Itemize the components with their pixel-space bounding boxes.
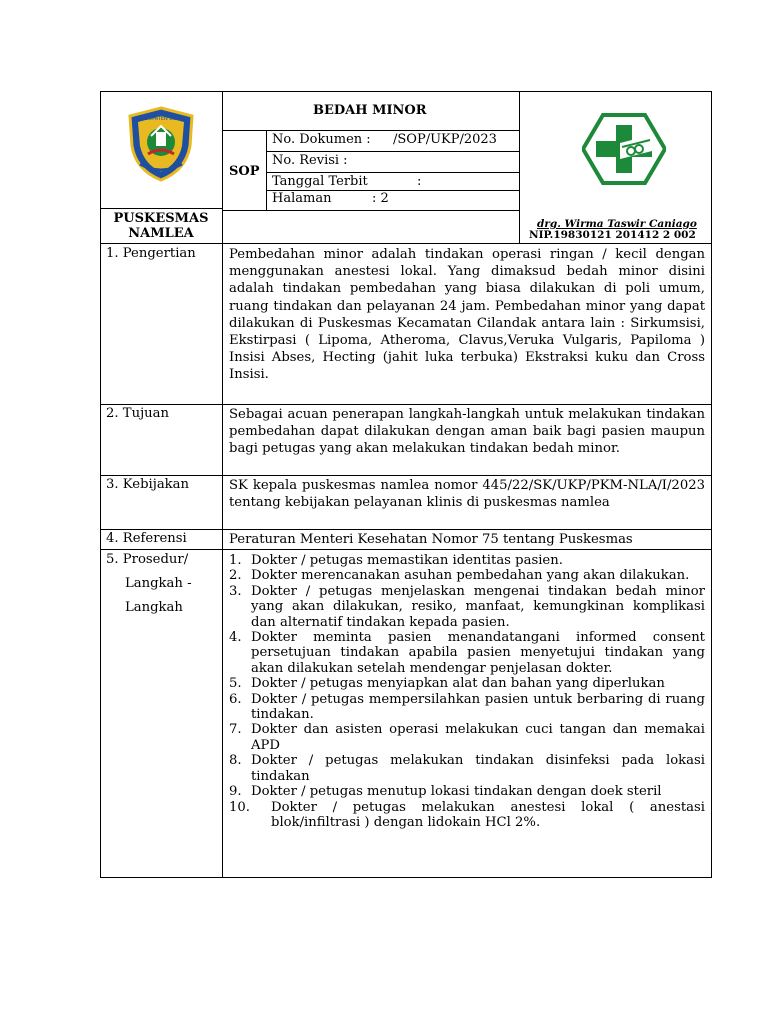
issue-date-colon: : [417, 174, 422, 189]
tujuan-text: Sebagai acuan penerapan langkah-langkah untuk melakukan tindakan pembedahan dapat dilakukan dengan aman baik bagi pasien maupun bagi petugas yang akan melakukan tindakan bedah minor. [229, 407, 705, 457]
regency-crest-logo [126, 106, 196, 182]
doc-number-value: /SOP/UKP/2023 [393, 132, 497, 147]
section-label-prosedur: 5. Prosedur/ [106, 552, 189, 567]
divider [266, 172, 519, 173]
list-item: 5. Dokter / petugas menyiapkan alat dan bahan yang diperlukan [229, 676, 665, 692]
puskesmas-logo [582, 113, 666, 185]
list-item: 6. Dokter / petugas mempersilahkan pasien untuk berbaring di ruang tindakan. [229, 691, 705, 723]
org-name-line1: PUSKESMAS [113, 211, 209, 226]
section-label-tujuan: 2. Tujuan [106, 406, 170, 421]
divider [100, 208, 222, 209]
referensi-text: Peraturan Menteri Kesehatan Nomor 75 tentang Puskesmas [229, 532, 633, 547]
section-label-prosedur-2: Langkah - [125, 576, 192, 591]
procedure-list [229, 553, 705, 830]
section-label-prosedur-3: Langkah [125, 600, 183, 615]
list-item: 9. Dokter / petugas menutup lokasi tindakan dengan doek steril [229, 784, 662, 800]
sop-label: SOP [229, 164, 260, 179]
org-name-line2: NAMLEA [128, 226, 194, 241]
divider [100, 243, 712, 244]
list-item: 3. Dokter / petugas menjelaskan mengenai tindakan bedah minor yang akan dilakukan, resiko, manfaat, kemungkinan komplikasi dan alternatif tindakan kepada pasien. [229, 583, 705, 630]
section-label-pengertian: 1. Pengertian [106, 246, 196, 261]
signer-nip: NIP.19830121 201412 2 002 [529, 229, 696, 241]
doc-number-label: No. Dokumen : [272, 132, 371, 147]
kebijakan-text: SK kepala puskesmas namlea nomor 445/22/SK/UKP/PKM-NLA/I/2023 tentang kebijakan pelayanan klinis di puskesmas namlea [229, 478, 705, 511]
page-value: : 2 [372, 191, 389, 206]
divider [100, 549, 712, 550]
list-item: 4. Dokter meminta pasien menandatangani informed consent persetujuan tindakan apabila pasien menyetujui tindakan yang akan dilakukan setelah mendengar penjelasan dokter. [229, 630, 705, 676]
divider [519, 91, 520, 243]
list-item: 7. Dokter dan asisten operasi melakukan cuci tangan dan memakai APD [229, 722, 705, 753]
document-title: BEDAH MINOR [313, 103, 427, 118]
revision-label: No. Revisi : [272, 153, 348, 168]
list-item: 10. Dokter / petugas melakukan anestesi lokal ( anestasi blok/infiltrasi ) dengan lidokain HCl 2%. [229, 799, 705, 830]
divider [100, 404, 712, 405]
divider [222, 130, 519, 131]
list-item: 1. Dokter / petugas memastikan identitas pasien. [229, 553, 563, 568]
divider [266, 130, 267, 210]
issue-date-label: Tanggal Terbit [272, 174, 368, 189]
page-label: Halaman [272, 191, 332, 206]
divider [100, 529, 712, 530]
section-label-referensi: 4. Referensi [106, 531, 187, 546]
section-label-kebijakan: 3. Kebijakan [106, 477, 190, 492]
divider [222, 210, 519, 211]
divider [266, 151, 519, 152]
divider [100, 475, 712, 476]
list-item: 2. Dokter merencanakan asuhan pembedahan yang akan dilakukan. [229, 568, 690, 584]
pengertian-text: Pembedahan minor adalah tindakan operasi ringan / kecil dengan menggunakan anestesi lokal. Yang dimaksud bedah minor disini adalah tindakan pembedahan yang biasa dilakukan di poli umum, ruang tindakan dan pelayanan 24 jam. Pembedahan minor yang dapat dilakukan di Puskesmas Kecamatan Cilandak antara lain : Sirkumsisi, Ekstirpasi ( Lipoma, Atheroma, Clavus,Veruka Vulgaris, Papiloma ) Insisi Abses, Hecting (jahit luka terbuka) Ekstraksi kuku dan Cross Insisi. [229, 247, 705, 383]
list-item: 8. Dokter / petugas melakukan tindakan disinfeksi pada lokasi tindakan [229, 753, 705, 784]
crest-lettering: KABUPATEN BURU [138, 116, 184, 122]
signer-name: drg. Wirma Taswir Caniago [537, 218, 697, 230]
